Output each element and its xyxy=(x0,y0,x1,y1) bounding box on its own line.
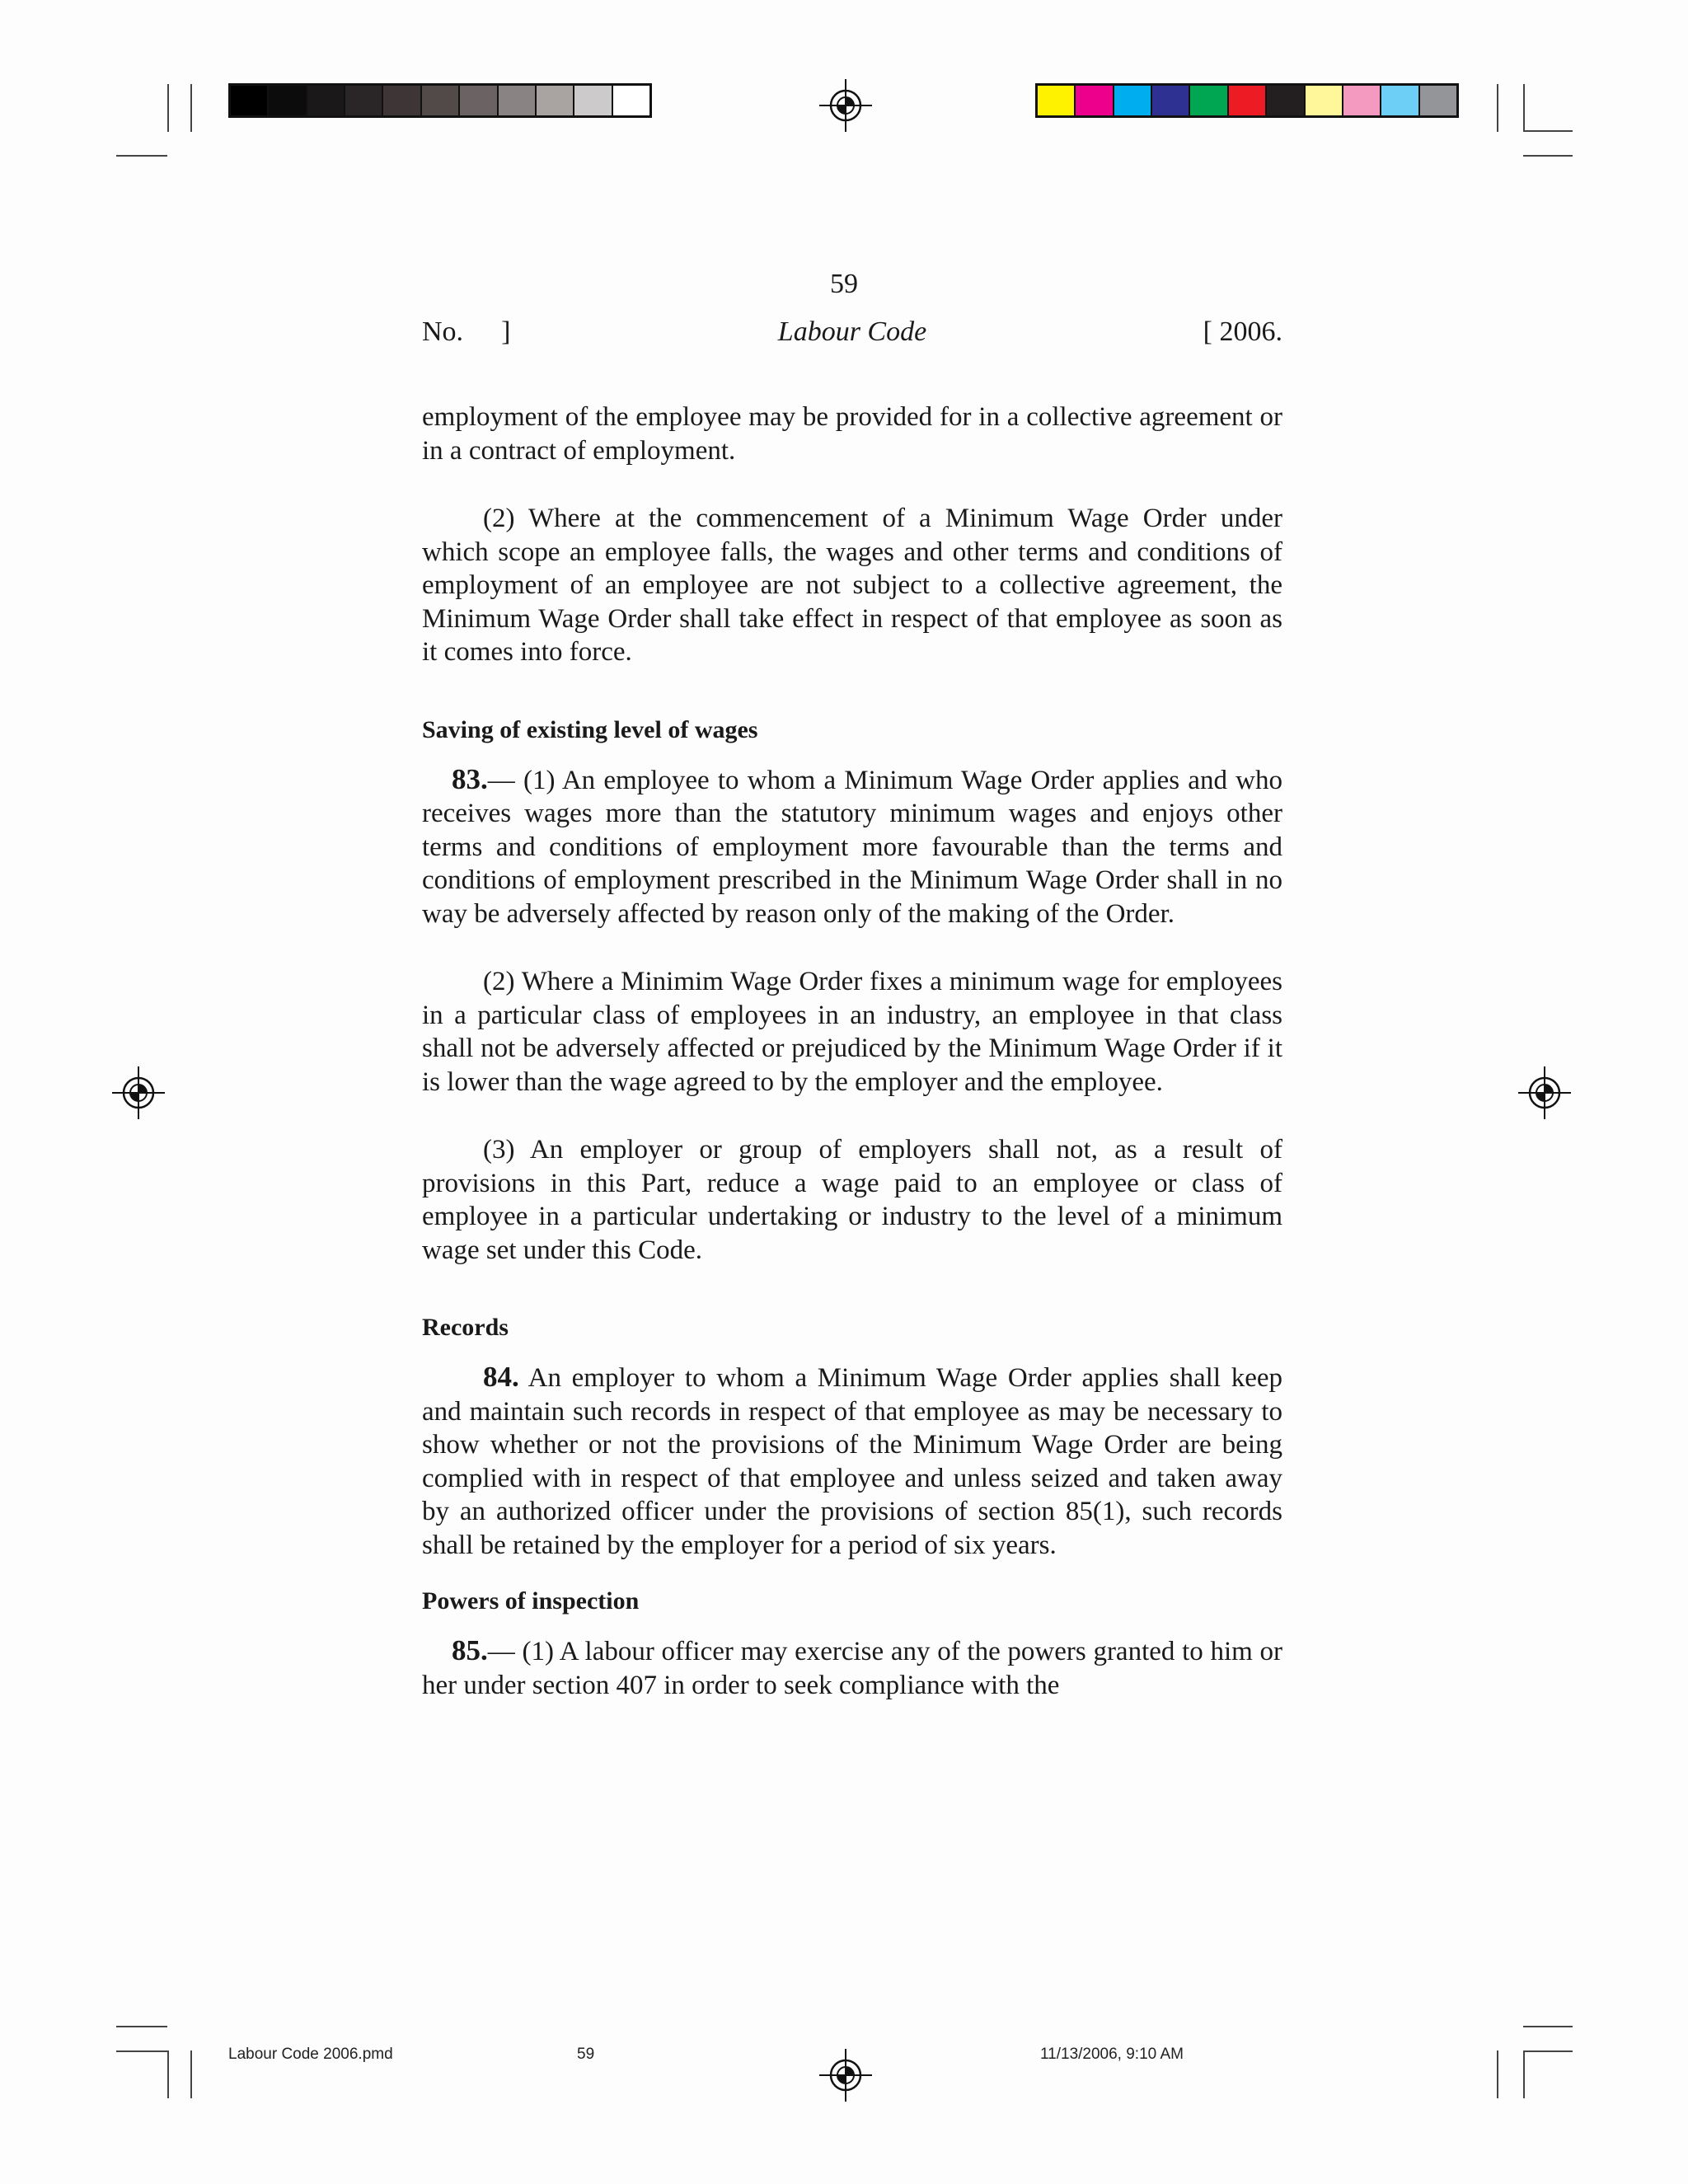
header-title: Labour Code xyxy=(777,316,927,347)
section-85-text: — (1) A labour officer may exercise any of the powers granted to him or her under section 407 in order to seek compliance with the xyxy=(422,1637,1282,1700)
color-swatch xyxy=(460,86,498,115)
crop-mark xyxy=(116,155,167,157)
color-swatch xyxy=(1229,86,1267,115)
paragraph-subsection-2: (2) Where at the commencement of a Minimum Wage Order under which scope an employee falls, the wages and other terms and conditions of employment of an employee are not subject to a collective agreement, the Minimum Wage Order shall take effect in respect of that employee as soon as it comes into force. xyxy=(422,504,1282,667)
section-number-85: 85. xyxy=(452,1634,488,1666)
color-swatch xyxy=(1420,86,1456,115)
slug-page-number: 59 xyxy=(577,2046,595,2063)
crop-mark xyxy=(190,2050,192,2098)
header-year: [ 2006. xyxy=(1203,316,1282,347)
color-swatch xyxy=(537,86,574,115)
crop-mark xyxy=(167,2050,169,2098)
section-heading-83: Saving of existing level of wages xyxy=(422,715,758,743)
crop-mark xyxy=(1523,84,1525,132)
color-swatch xyxy=(231,86,269,115)
section-85-subsection-1 xyxy=(422,1634,1282,1702)
color-swatch xyxy=(345,86,383,115)
color-swatch xyxy=(1381,86,1419,115)
crop-mark xyxy=(1523,2050,1525,2098)
color-swatch xyxy=(1038,86,1076,115)
slug-timestamp: 11/13/2006, 9:10 AM xyxy=(1040,2046,1184,2063)
crop-mark xyxy=(190,84,192,132)
paragraph-continuation: employment of the employee may be provided for in a collective agreement or in a contract of employment. xyxy=(422,402,1282,466)
section-83-text: — (1) An employee to whom a Minimum Wage Order applies and who receives wages more than the statutory minimum wages and enjoys other terms and conditions of employment more favourable than the terms and conditions of employment prescribed in the Minimum Wage Order shall in no way be adversely affected by reason only of the making of the Order. xyxy=(422,765,1282,929)
color-swatch xyxy=(383,86,421,115)
registration-mark-icon xyxy=(1518,1066,1571,1119)
section-heading-85: Powers of inspection xyxy=(422,1587,640,1615)
process-color-bar xyxy=(1035,83,1459,118)
crop-mark xyxy=(1523,2026,1573,2027)
color-swatch xyxy=(1076,86,1114,115)
color-swatch xyxy=(269,86,307,115)
document-body xyxy=(422,401,1282,1702)
section-84-paragraph xyxy=(422,1361,1282,1562)
section-number-83: 83. xyxy=(452,762,488,795)
crop-mark xyxy=(1497,2050,1498,2098)
color-swatch xyxy=(1343,86,1381,115)
section-83-subsection-1 xyxy=(422,763,1282,931)
running-header xyxy=(422,316,1282,354)
crop-mark xyxy=(167,84,169,132)
crop-mark xyxy=(1523,130,1573,132)
section-number-84: 84. xyxy=(483,1361,519,1393)
registration-mark-icon xyxy=(819,2049,872,2102)
crop-mark xyxy=(1523,2050,1573,2052)
section-83-subsection-2: (2) Where a Minimim Wage Order fixes a minimum wage for employees in a particular class of employees in an industry, an employee in that class shall not be adversely affected or prejudiced by the Minimum Wage Order if it is lower than the wage agreed to by the employer and the employee. xyxy=(422,967,1282,1097)
color-swatch xyxy=(499,86,537,115)
color-swatch xyxy=(1190,86,1228,115)
color-swatch xyxy=(613,86,649,115)
slug-filename: Labour Code 2006.pmd xyxy=(228,2046,393,2063)
color-swatch xyxy=(1306,86,1343,115)
header-bracket: ] xyxy=(501,316,511,347)
color-swatch xyxy=(1114,86,1152,115)
color-swatch xyxy=(422,86,460,115)
crop-mark xyxy=(116,2050,167,2052)
section-heading-84: Records xyxy=(422,1314,509,1341)
header-no-label: No. xyxy=(422,316,464,347)
color-swatch xyxy=(1152,86,1190,115)
color-swatch xyxy=(574,86,612,115)
crop-mark xyxy=(1523,155,1573,157)
crop-mark xyxy=(1497,84,1498,132)
color-swatch xyxy=(307,86,345,115)
grayscale-color-bar xyxy=(228,83,652,118)
registration-mark-icon xyxy=(112,1066,165,1119)
section-83-subsection-3: (3) An employer or group of employers shall not, as a result of provisions in this Part, reduce a wage paid to an employee or class of employee in a particular undertaking or industry to the level of a minimum wage set under this Code. xyxy=(422,1135,1282,1265)
section-84-text: An employer to whom a Minimum Wage Order applies shall keep and maintain such records in respect of that employee as may be necessary to show whether or not the provisions of the Minimum Wage Order are being complied with in respect of that employee and unless seized and taken away by an authorized officer under the provisions of section 85(1), such records shall be retained by the employer for a period of six years. xyxy=(422,1363,1282,1560)
page-number: 59 xyxy=(830,269,858,299)
registration-mark-icon xyxy=(819,79,872,132)
color-swatch xyxy=(1267,86,1305,115)
crop-mark xyxy=(116,2026,167,2027)
